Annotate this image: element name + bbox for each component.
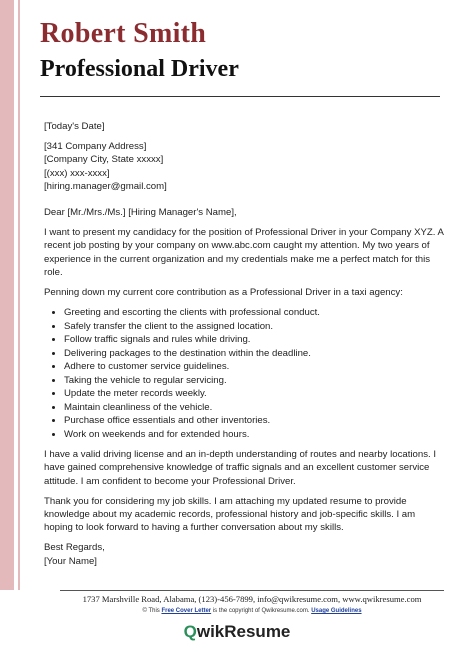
job-title: Professional Driver	[40, 56, 239, 82]
signature-name: [Your Name]	[44, 555, 97, 567]
footer-divider	[60, 590, 444, 591]
list-item: • Taking the vehicle to regular servicing.	[64, 374, 444, 388]
copyright-icon: ©	[142, 608, 147, 614]
side-accent-bar	[0, 0, 14, 590]
address-line: [hiring.manager@gmail.com]	[44, 180, 167, 192]
list-item: • Adhere to customer service guidelines.	[64, 360, 444, 374]
header-divider	[40, 96, 440, 97]
address-line: [(xxx) xxx-xxxx]	[44, 167, 110, 179]
list-item: • Update the meter records weekly.	[64, 387, 444, 401]
qwikresume-logo: QwikResume	[183, 622, 291, 641]
letter-body	[44, 120, 444, 568]
recipient-address	[44, 140, 444, 193]
salutation: Dear [Mr./Mrs./Ms.] [Hiring Manager's Name],	[44, 207, 237, 219]
letter-date: [Today's Date]	[44, 121, 105, 132]
footer-address: 1737 Marshville Road, Alabama, (123)-456-7899, info@qwikresume.com, www.qwikresume.com	[82, 594, 422, 604]
applicant-name: Robert Smith	[40, 18, 207, 49]
duties-list	[44, 306, 444, 441]
address-line: [341 Company Address]	[44, 141, 147, 153]
list-item: • Maintain cleanliness of the vehicle.	[64, 401, 444, 415]
copyright-prefix: This	[148, 608, 160, 614]
list-item: • Purchase office essentials and other inventories.	[64, 414, 444, 428]
duties-intro: Penning down my current core contribution as a Professional Driver in a taxi agency:	[44, 287, 403, 299]
usage-guidelines-link[interactable]: Usage Guidelines	[311, 608, 362, 614]
copyright-text: is the copyright of Qwikresume.com.	[212, 608, 310, 614]
copyright-line	[60, 608, 444, 614]
intro-paragraph: I want to present my candidacy for the position of Professional Driver in your Company XYZ. A recent job posting by your company on www.abc.com caught my attention. My two years of experience in the current organization and my credentials make me a perfect match for this role.	[44, 227, 444, 278]
closing-phrase: Best Regards,	[44, 542, 105, 554]
free-cover-letter-link[interactable]: Free Cover Letter	[161, 608, 212, 614]
qualifications-paragraph: I have a valid driving license and an in-depth understanding of routes and nearby locations. I have gained comprehensive knowledge of traffic signals and an excellent customer service attitude. I am confident to become your Professional Driver.	[44, 449, 436, 487]
side-accent-line	[18, 0, 20, 590]
list-item: • Delivering packages to the destination within the deadline.	[64, 347, 444, 361]
list-item: • Follow traffic signals and rules while driving.	[64, 333, 444, 347]
list-item: • Safely transfer the client to the assigned location.	[64, 320, 444, 334]
address-line: [Company City, State xxxxx]	[44, 154, 164, 166]
list-item: • Greeting and escorting the clients with professional conduct.	[64, 306, 444, 320]
closing-paragraph: Thank you for considering my job skills. I am attaching my updated resume to provide knowledge about my academic records, professional history and job-specific skills. I am hoping to look forward to having a further conversation about my skills.	[44, 495, 416, 534]
list-item: • Work on weekends and for extended hours.	[64, 428, 444, 442]
